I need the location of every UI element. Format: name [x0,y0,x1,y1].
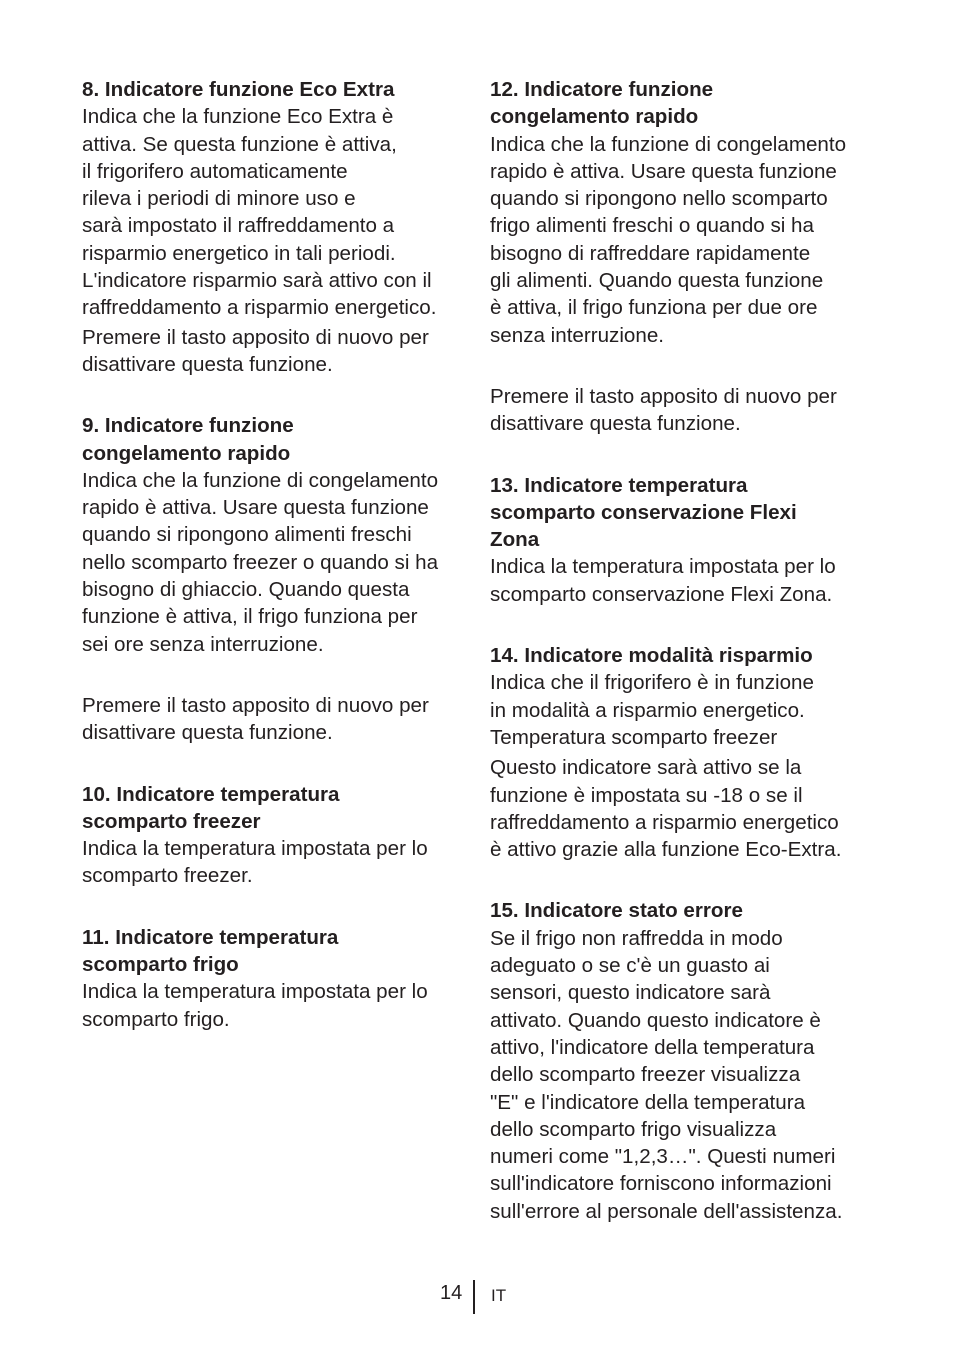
section-body: Se il frigo non raffredda in modo adeguato o se c'è un guasto ai sensori, questo indicatore sarà attivato. Quando questo indicatore è attivo, l'indicatore della temperatura dello scomparto freezer visualizza "E" e l'indicatore della temperatura dello scomparto frigo visualizza numeri come "1,2,3…". Questi numeri sull'indicatore forniscono informazioni sull'errore al personale dell'assistenza. [490,926,843,1223]
section-title: 13. Indicatore temperatura scomparto conservazione Flexi Zona [490,473,797,552]
right-column [490,76,882,1225]
section-freezer-temperature [82,781,474,890]
section-title: 9. Indicatore funzione congelamento rapido [82,414,294,465]
section-note: Premere il tasto apposito di nuovo per disattivare questa funzione. [82,693,429,745]
section-body: Indica la temperatura impostata per lo scomparto frigo. [82,980,428,1031]
section-eco-extra [82,76,474,378]
section-fridge-temperature [82,924,474,1033]
section-body: Indica che la funzione Eco Extra è attiva. Se questa funzione è attiva, il frigorifero automaticamente rileva i periodi di minore uso e sarà impostato il raffreddamento a risparmio energetico in tali periodi. L'indicatore risparmio sarà attivo con il raffreddamento a risparmio energetico. Premere il tasto apposito di nuovo per disattivare questa funzione. [82,105,437,376]
section-title: 10. Indicatore temperatura scomparto freezer [82,782,340,833]
section-body: Indica la temperatura impostata per lo scomparto conservazione Flexi Zona. [490,555,836,606]
page-footer [0,1280,954,1316]
section-body: Indica che il frigorifero è in funzione in modalità a risparmio energetico. Temperatura scomparto freezer Questo indicatore sarà attivo se la funzione è impostata su -18 o se il raffreddamento a risparmio energetico è attivo grazie alla funzione Eco-Extra. [490,671,842,862]
page-number: 14 [440,1282,463,1304]
section-fast-freeze [82,412,474,746]
section-title: 12. Indicatore funzione congelamento rapido [490,78,714,129]
section-error-status [490,897,882,1225]
section-title: 15. Indicatore stato errore [490,899,743,923]
section-fast-fridge [490,76,882,438]
language-code: IT [491,1286,507,1305]
footer-divider [473,1280,475,1314]
section-title: 14. Indicatore modalità risparmio [490,644,813,668]
section-body: Indica che la funzione di congelamento rapido è attiva. Usare questa funzione quando si ripongono nello scomparto frigo alimenti freschi o quando si ha bisogno di raffreddare rapidamente gli alimenti. Quando questa funzione è attiva, il frigo funziona per due ore senza interruzione. [490,132,847,347]
section-note: Premere il tasto apposito di nuovo per disattivare questa funzione. [490,384,837,436]
section-body: Indica che la funzione di congelamento rapido è attiva. Usare questa funzione quando si ripongono alimenti freschi nello scomparto freezer o quando si ha bisogno di ghiaccio. Quando questa funzione è attiva, il frigo funziona per sei ore senza interruzione. [82,468,439,656]
left-column [82,76,474,1033]
section-saving-mode [490,642,882,863]
section-title: 11. Indicatore temperatura scomparto frigo [82,925,339,977]
section-title: 8. Indicatore funzione Eco Extra [82,78,395,101]
section-body: Indica la temperatura impostata per lo scomparto freezer. [82,837,428,888]
section-flexi-zone-temperature [490,472,882,608]
